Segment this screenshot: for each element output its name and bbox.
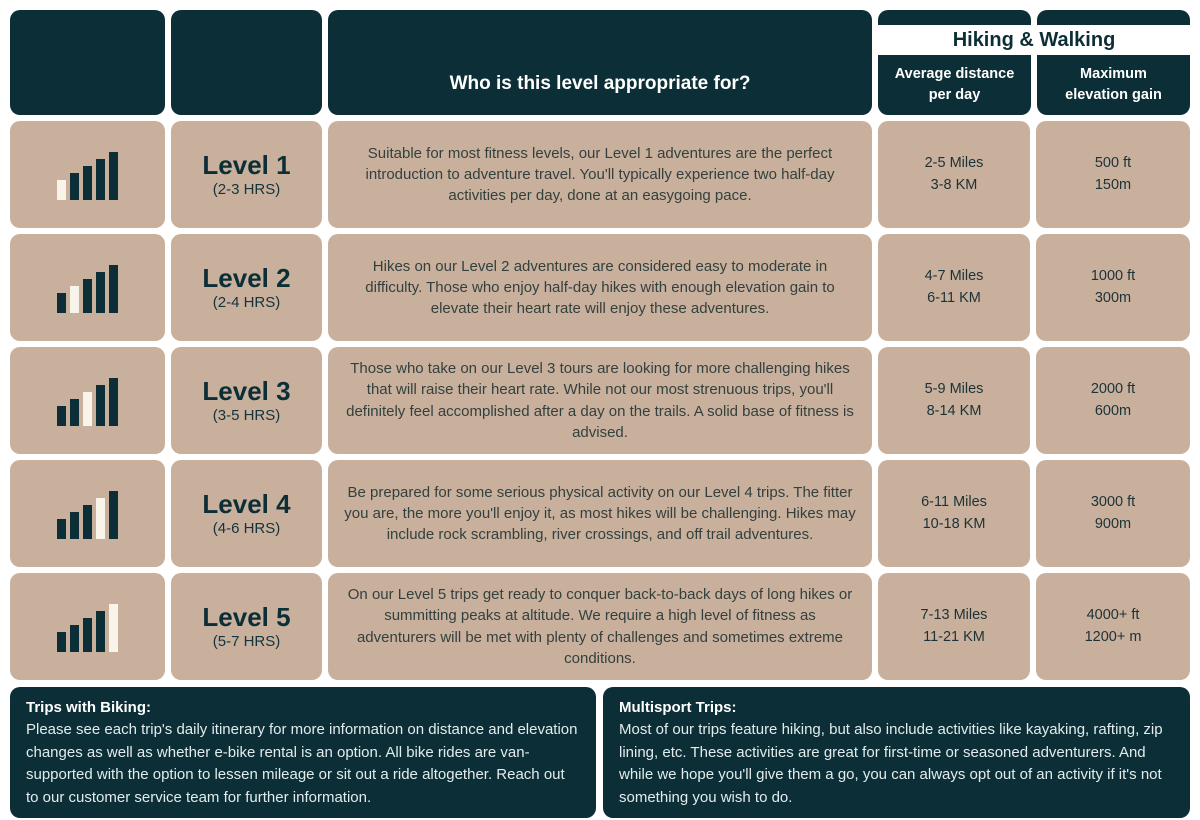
level-name: Level 5 (202, 601, 291, 632)
multisport-trips-note (603, 687, 1190, 818)
level-5-bars-cell (10, 573, 165, 680)
elevation-ft: 4000+ ft (1086, 606, 1140, 623)
elevation-ft: 2000 ft (1090, 380, 1136, 397)
level-description: Those who take on our Level 3 tours are looking for more challenging hikes that will raise their heart rate. While not our most strenuous trips, you'll definitely feel accomplished after a day on the trails. A solid base of fitness is advised. (346, 359, 854, 441)
level-4-distance-cell (878, 460, 1030, 567)
level-3-description-cell (328, 347, 872, 454)
level-hours: (4-6 HRS) (212, 520, 281, 538)
level-3-elevation-cell (1036, 347, 1190, 454)
header-icon-column-spacer (10, 10, 165, 115)
distance-miles: 6-11 Miles (921, 493, 987, 510)
multisport-note-body: Most of our trips feature hiking, but also include activities like kayaking, rafting, zip lining, etc. These activities are great for first-time or seasoned adventurers. And while we hope you'll give them a go, you can always opt out of an activity if it's not something you wish to do. (619, 721, 1163, 806)
level-2-bars-cell (10, 234, 165, 341)
level-name: Level 4 (202, 488, 291, 519)
elevation-ft: 500 ft (1094, 154, 1132, 171)
distance-km: 3-8 KM (930, 176, 978, 193)
distance-km: 11-21 KM (923, 628, 985, 645)
biking-note-body: Please see each trip's daily itinerary for more information on distance and elevation changes as well as whether e-bike rental is an option. All bike rides are van-supported with the option to lessen mileage or sit out a ride altogether. Reach out to our customer service team for further information. (26, 721, 578, 806)
level-hours: (2-3 HRS) (212, 181, 281, 199)
level-3-distance-cell (878, 347, 1030, 454)
trips-with-biking-note (10, 687, 596, 818)
difficulty-bars-icon (57, 602, 118, 652)
level-description: Be prepared for some serious physical activity on our Level 4 trips. The fitter you are, the more you'll enjoy it, as most hikes will be challenging. Hikes may include rock scrambling, river crossings, and off trail adventures. (344, 483, 856, 544)
level-2-description-cell (328, 234, 872, 341)
maximum-elevation-label-line1: Maximum (1080, 66, 1147, 83)
level-description: Hikes on our Level 2 adventures are considered easy to moderate in difficulty. Those who enjoy half-day hikes with enough elevation gain to elevate their heart rate will enjoy these adventures. (365, 257, 835, 318)
elevation-m: 150m (1094, 176, 1132, 193)
level-1-bars-cell (10, 121, 165, 228)
elevation-m: 1200+ m (1084, 628, 1142, 645)
level-2-label-cell (171, 234, 322, 341)
level-5-distance-cell (878, 573, 1030, 680)
elevation-m: 900m (1094, 515, 1132, 532)
difficulty-bars-icon (57, 489, 118, 539)
level-5-description-cell (328, 573, 872, 680)
header-description-column (328, 10, 872, 115)
elevation-ft: 3000 ft (1090, 493, 1136, 510)
level-4-label-cell (171, 460, 322, 567)
distance-km: 10-18 KM (922, 515, 986, 532)
elevation-ft: 1000 ft (1090, 267, 1136, 284)
level-1-elevation-cell (1036, 121, 1190, 228)
level-1-description-cell (328, 121, 872, 228)
level-description: Suitable for most fitness levels, our Level 1 adventures are the perfect introduction to adventure travel. You'll typically experience two half-day activities per day, done at an easygoing pace. (365, 144, 835, 205)
distance-km: 8-14 KM (926, 402, 982, 419)
distance-miles: 4-7 Miles (924, 267, 984, 284)
level-2-distance-cell (878, 234, 1030, 341)
level-name: Level 3 (202, 375, 291, 406)
hiking-walking-banner (878, 25, 1190, 55)
who-title: Who is this level appropriate for? (449, 73, 751, 94)
difficulty-bars-icon (57, 150, 118, 200)
level-1-label-cell (171, 121, 322, 228)
level-4-elevation-cell (1036, 460, 1190, 567)
level-hours: (3-5 HRS) (212, 407, 281, 425)
level-hours: (5-7 HRS) (212, 633, 281, 651)
elevation-m: 600m (1094, 402, 1132, 419)
header-hiking-walking-group (878, 10, 1190, 115)
level-3-bars-cell (10, 347, 165, 454)
level-name: Level 1 (202, 149, 291, 180)
difficulty-bars-icon (57, 376, 118, 426)
distance-miles: 2-5 Miles (924, 154, 984, 171)
level-2-elevation-cell (1036, 234, 1190, 341)
level-name: Level 2 (202, 262, 291, 293)
multisport-note-title: Multisport Trips: (619, 699, 737, 716)
level-4-description-cell (328, 460, 872, 567)
level-3-label-cell (171, 347, 322, 454)
hiking-walking-title: Hiking & Walking (952, 28, 1116, 51)
level-5-label-cell (171, 573, 322, 680)
difficulty-bars-icon (57, 263, 118, 313)
footer-notes (10, 687, 1190, 818)
level-5-elevation-cell (1036, 573, 1190, 680)
average-distance-label-line1: Average distance (894, 66, 1015, 83)
maximum-elevation-label-line2: elevation gain (1065, 86, 1162, 103)
distance-miles: 7-13 Miles (920, 606, 988, 623)
header-level-column-spacer (171, 10, 322, 115)
average-distance-label-line2: per day (928, 86, 981, 103)
level-4-bars-cell (10, 460, 165, 567)
level-description: On our Level 5 trips get ready to conquer back-to-back days of long hikes or summitting peaks at altitude. We require a high level of fitness as adventurers will be met with plenty of challenges and sometimes extreme conditions. (347, 585, 853, 667)
levels-table (10, 10, 1190, 680)
biking-note-title: Trips with Biking: (26, 699, 152, 716)
elevation-m: 300m (1094, 289, 1132, 306)
level-hours: (2-4 HRS) (212, 294, 281, 312)
distance-km: 6-11 KM (927, 289, 981, 306)
distance-miles: 5-9 Miles (924, 380, 984, 397)
level-1-distance-cell (878, 121, 1030, 228)
